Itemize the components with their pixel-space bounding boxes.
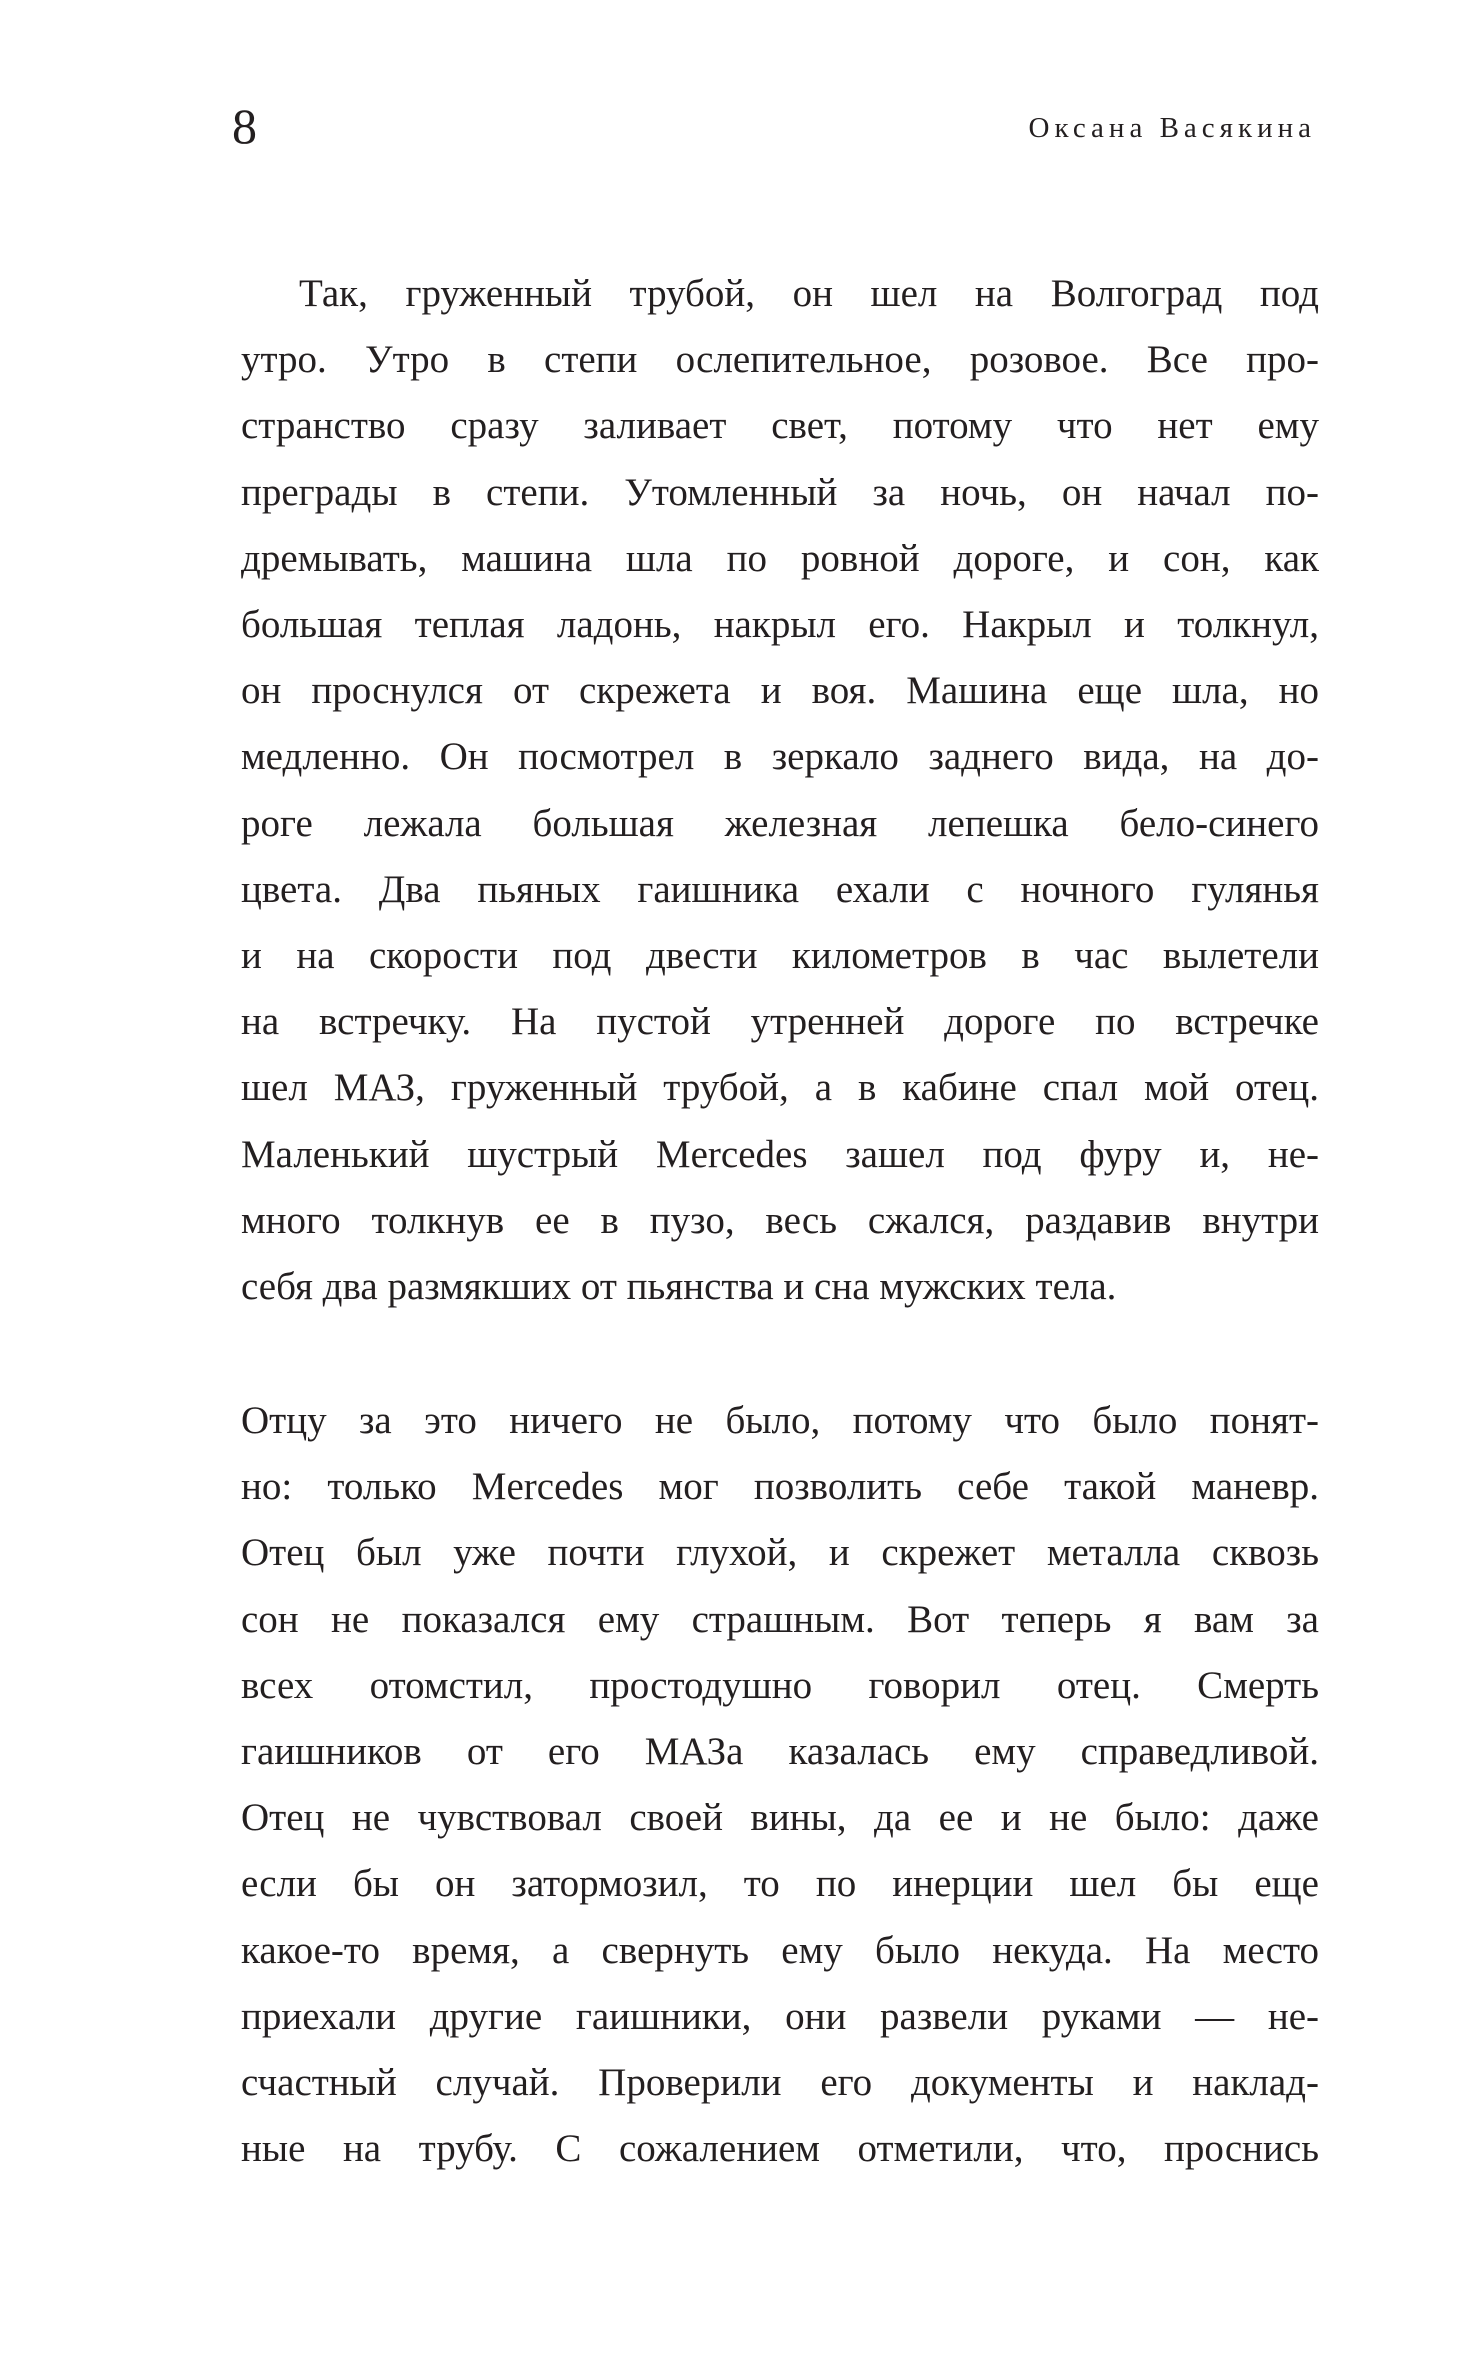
text-line: какое-то время, а свернуть ему было некуда. На место [241,1928,1319,1972]
text-line: себя два размякших от пьянства и сна мужских тела. [241,1265,1117,1309]
text-line: странство сразу заливает свет, потому что нет ему [241,404,1319,448]
text-line: Отец не чувствовал своей вины, да ее и не было: даже [241,1796,1319,1840]
text-line: гаишников от его МАЗа казалась ему справедливой. [241,1730,1319,1774]
running-head-author: Оксана Васякина [1028,112,1316,144]
text-line: Маленький шустрый Mercedes зашел под фуру и, не- [241,1132,1319,1176]
text-line: но: только Mercedes мог позволить себе такой маневр. [241,1465,1319,1509]
text-line: Отец был уже почти глухой, и скрежет металла сквозь [241,1531,1319,1575]
text-line: роге лежала большая железная лепешка бело-синего [241,801,1319,845]
text-line: и на скорости под двести километров в час вылетели [241,934,1319,978]
paragraph-2 [241,1388,1319,2182]
text-line: медленно. Он посмотрел в зеркало заднего вида, на до- [241,735,1319,779]
text-line: если бы он затормозил, то по инерции шел бы еще [241,1862,1319,1906]
text-line: цвета. Два пьяных гаишника ехали с ночного гулянья [241,867,1319,911]
text-line: сон не показался ему страшным. Вот теперь я вам за [241,1597,1319,1641]
text-line: на встречку. На пустой утренней дороге по встречке [241,1000,1319,1044]
text-line: большая теплая ладонь, накрыл его. Накрыл и толкнул, [241,603,1319,647]
text-line: всех отомстил, простодушно говорил отец. Смерть [241,1663,1319,1707]
text-line: он проснулся от скрежета и воя. Машина еще шла, но [241,669,1319,713]
text-line: утро. Утро в степи ослепительное, розовое. Все про- [241,338,1319,382]
paragraph-1 [241,261,1319,1320]
text-line: шел МАЗ, груженный трубой, а в кабине спал мой отец. [241,1066,1319,1110]
text-line: много толкнув ее в пузо, весь сжался, раздавив внутри [241,1198,1319,1242]
page-number: 8 [232,98,257,154]
text-line: Так, груженный трубой, он шел на Волгоград под [299,272,1319,315]
text-line: преграды в степи. Утомленный за ночь, он начал по- [241,470,1319,514]
text-line: приехали другие гаишники, они развели руками — не- [241,1994,1319,2038]
text-line: Отцу за это ничего не было, потому что было понят- [241,1399,1319,1442]
text-line: ные на трубу. С сожалением отметили, что, проснись [241,2127,1319,2171]
text-line: дремывать, машина шла по ровной дороге, и сон, как [241,536,1319,580]
text-line: счастный случай. Проверили его документы и наклад- [241,2061,1319,2105]
